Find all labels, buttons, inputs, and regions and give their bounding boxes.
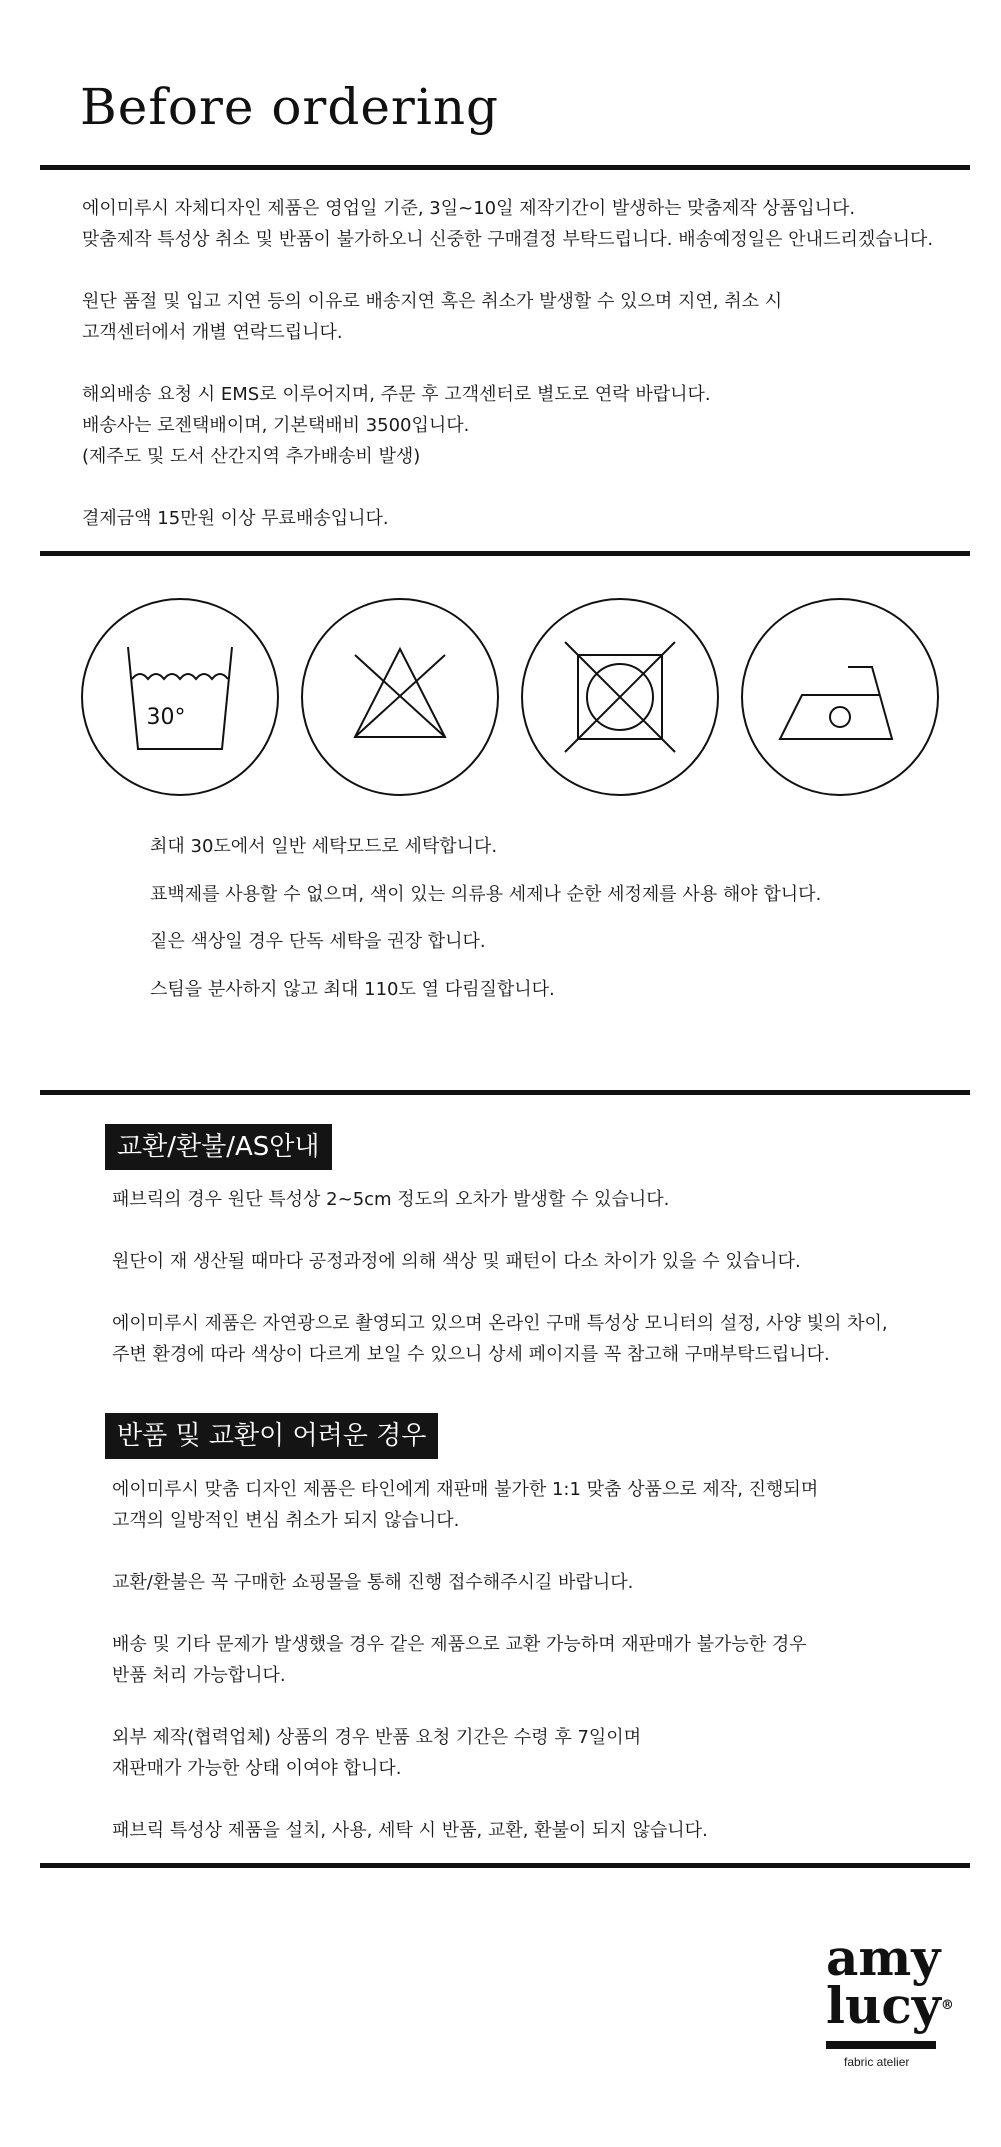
care-line: 짙은 색상일 경우 단독 세탁을 권장 합니다. [150, 931, 486, 952]
logo-line-lucy-wrap [826, 1976, 956, 2035]
difficult-returns-text [112, 1474, 818, 1846]
intro-line: (제주도 및 도서 산간지역 추가배송비 발생) [82, 446, 421, 467]
difficult-line: 에이미루시 맞춤 디자인 제품은 타인에게 재판매 불가한 1:1 맞춤 상품으로 제작, 진행되며 [112, 1479, 819, 1500]
difficult-line: 고객의 일방적인 변심 취소가 되지 않습니다. [112, 1510, 460, 1531]
divider [40, 1090, 970, 1095]
divider [40, 1863, 970, 1868]
difficult-line: 외부 제작(협력업체) 상품의 경우 반품 요청 기간은 수령 후 7일이며 [112, 1727, 642, 1748]
difficult-line: 교환/환불은 꼭 구매한 쇼핑몰을 통해 진행 접수해주시길 바랍니다. [112, 1572, 634, 1593]
intro-line: 에이미루시 자체디자인 제품은 영업일 기준, 3일~10일 제작기간이 발생하는 맞춤제작 상품입니다. [82, 198, 856, 219]
intro-line: 결제금액 15만원 이상 무료배송입니다. [82, 508, 389, 529]
logo-tagline: fabric atelier [844, 2055, 910, 2069]
intro-line: 고객센터에서 개별 연락드립니다. [82, 322, 343, 343]
registered-mark: ® [940, 1998, 954, 2013]
intro-line: 맞춤제작 특성상 취소 및 반품이 불가하오니 신중한 구매결정 부탁드립니다. 배송예정일은 안내드리겠습니다. [82, 229, 934, 250]
intro-line: 해외배송 요청 시 EMS로 이루어지며, 주문 후 고객센터로 별도로 연락 바랍니다. [82, 384, 711, 405]
care-line: 최대 30도에서 일반 세탁모드로 세탁합니다. [150, 836, 498, 857]
wash-30-icon [80, 597, 280, 797]
intro-line: 배송사는 로젠택배이며, 기본택배비 3500입니다. [82, 415, 470, 436]
section-heading-exchange: 교환/환불/AS안내 [105, 1124, 332, 1170]
difficult-line: 반품 처리 가능합니다. [112, 1665, 286, 1686]
section-heading-difficult-returns: 반품 및 교환이 어려운 경우 [105, 1413, 438, 1459]
difficult-line: 배송 및 기타 문제가 발생했을 경우 같은 제품으로 교환 가능하며 재판매가 불가능한 경우 [112, 1634, 807, 1655]
iron-medium-icon [740, 597, 940, 797]
logo-bar [826, 2041, 936, 2049]
care-line: 표백제를 사용할 수 없으며, 색이 있는 의류용 세제나 순한 세정제를 사용 해야 합니다. [150, 884, 822, 905]
difficult-line: 재판매가 가능한 상태 이여야 합니다. [112, 1758, 402, 1779]
exchange-line: 패브릭의 경우 원단 특성상 2~5cm 정도의 오차가 발생할 수 있습니다. [112, 1189, 670, 1210]
wash-temperature-label: 30° [146, 705, 186, 730]
divider [40, 551, 970, 556]
exchange-line: 에이미루시 제품은 자연광으로 촬영되고 있으며 온라인 구매 특성상 모니터의 설정, 사양 빛의 차이, [112, 1313, 888, 1334]
logo-line-lucy: lucy [826, 1976, 941, 2035]
page-title: Before ordering [80, 78, 500, 136]
exchange-line: 원단이 재 생산될 때마다 공정과정에 의해 색상 및 패턴이 다소 차이가 있을 수 있습니다. [112, 1251, 801, 1272]
logo-line-amy: amy [826, 1928, 941, 1987]
brand-logo [826, 1928, 956, 2085]
exchange-text [112, 1184, 888, 1370]
care-line: 스팀을 분사하지 않고 최대 110도 열 다림질합니다. [150, 979, 555, 1000]
difficult-line: 패브릭 특성상 제품을 설치, 사용, 세탁 시 반품, 교환, 환불이 되지 않습니다. [112, 1820, 708, 1841]
intro-text [82, 193, 933, 534]
divider [40, 165, 970, 170]
no-tumble-dry-icon [520, 597, 720, 797]
no-bleach-icon [300, 597, 500, 797]
intro-line: 원단 품절 및 입고 지연 등의 이유로 배송지연 혹은 취소가 발생할 수 있으며 지연, 취소 시 [82, 291, 783, 312]
exchange-line: 주변 환경에 따라 색상이 다르게 보일 수 있으니 상세 페이지를 꼭 참고해 구매부탁드립니다. [112, 1344, 830, 1365]
